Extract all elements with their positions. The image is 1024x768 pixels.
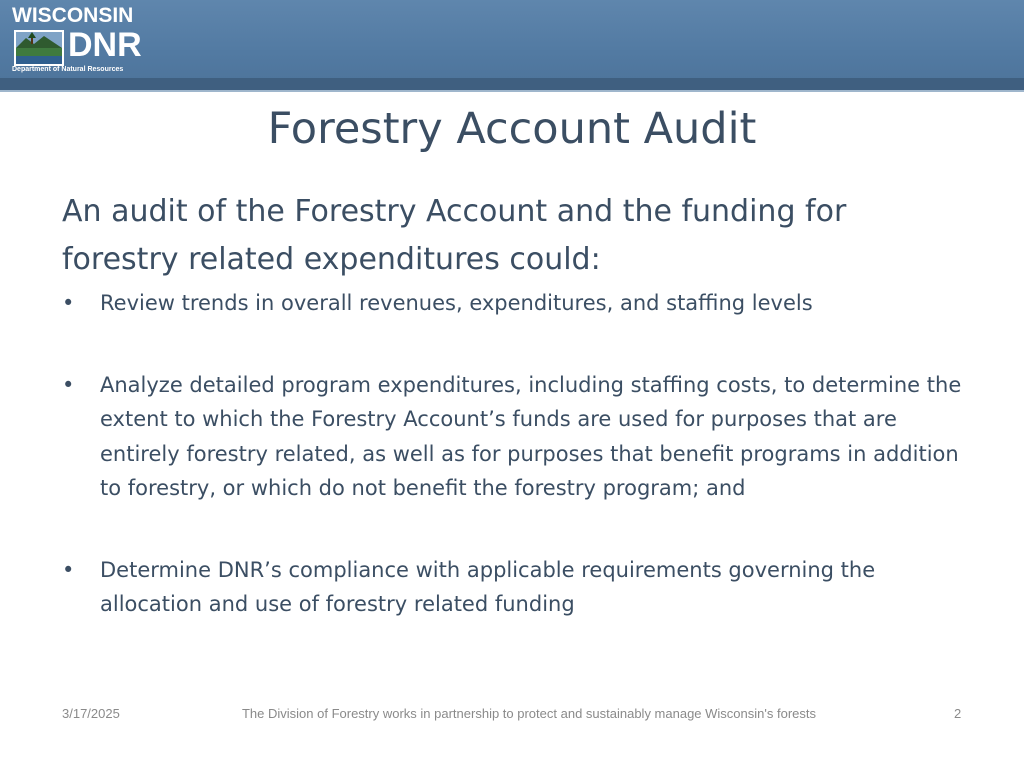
bullet-item: [62, 553, 962, 622]
bullet-item: [62, 286, 962, 321]
logo-dnr-text: DNR: [68, 26, 142, 64]
footer-date: 3/17/2025: [62, 706, 120, 721]
dnr-logo: [8, 4, 148, 76]
header-divider: [0, 90, 1024, 92]
logo-wisconsin-text: WISCONSIN: [12, 4, 134, 27]
header-band: [0, 0, 1024, 88]
header-bottom-stripe: [0, 78, 1024, 90]
bullet-list: [62, 286, 962, 622]
bullet-dot: •: [62, 291, 75, 315]
footer-caption: The Division of Forestry works in partnership to protect and sustainably manage Wisconsin's forests: [241, 706, 816, 721]
bullet-dot: •: [62, 372, 75, 397]
intro-paragraph: An audit of the Forestry Account and the funding for forestry related expenditures could:: [62, 194, 847, 277]
bullet-text: Analyze detailed program expenditures, including staffing costs, to determine the extent to which the Forestry Account’s funds are used for purposes that are entirely forestry related, as well as for purposes that benefit programs in addition to forestry, or which do not benefit the forestry program; and: [100, 372, 962, 500]
bullet-item: [62, 368, 962, 506]
logo-department-text: Department of Natural Resources: [12, 66, 124, 73]
bullet-text: Review trends in overall revenues, expenditures, and staffing levels: [100, 291, 813, 315]
page-number: 2: [954, 706, 962, 721]
bullet-dot: •: [62, 557, 75, 582]
slide-title: Forestry Account Audit: [267, 104, 757, 154]
bullet-text: Determine DNR’s compliance with applicable requirements governing the allocation and use of forestry related funding: [100, 557, 876, 616]
landscape-emblem-icon: [14, 30, 64, 66]
